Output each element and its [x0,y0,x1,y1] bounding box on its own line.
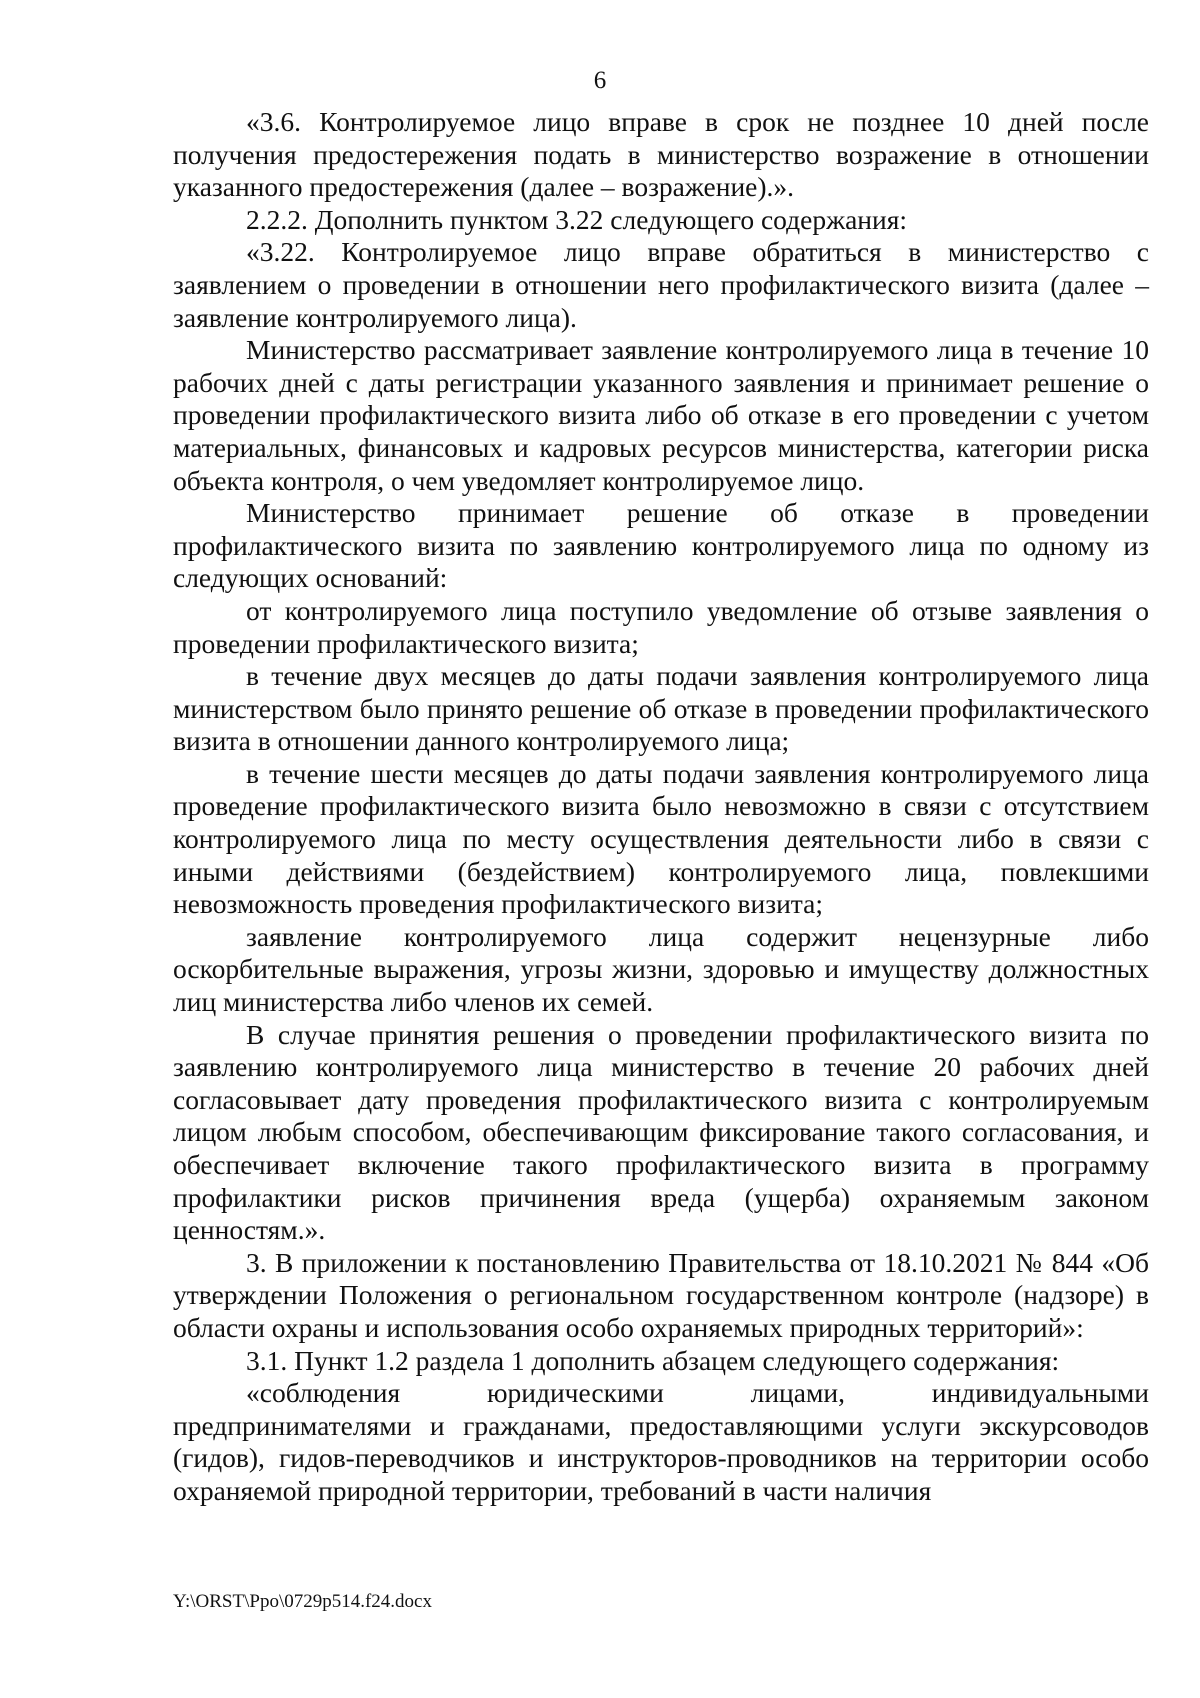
paragraph: 3.1. Пункт 1.2 раздела 1 дополнить абзацем следующего содержания: [246,1344,1060,1376]
paragraph: в течение шести месяцев до даты подачи заявления контролируемого лица проведение профилактического визита было невозможно в связи с отсутствием контролируемого лица по месту осуществления деятельности либо в связи с иными действиями (бездействием) контролируемого лица, повлекшими невозможность проведения профилактического визита; [173,757,1149,920]
paragraph: «соблюдения юридическими лицами, индивидуальными предпринимателями и гражданами, предоставляющими услуги экскурсоводов (гидов), гидов-переводчиков и инструкторов-проводников на территории особо охраняемой природной территории, требований в части наличия [173,1377,1149,1506]
paragraph: 2.2.2. Дополнить пунктом 3.22 следующего содержания: [246,203,907,235]
paragraph: 3. В приложении к постановлению Правительства от 18.10.2021 № 844 «Об утверждении Положения о региональном государственном контроле (надзоре) в области охраны и использования особо охраняемых природных территорий»: [173,1246,1149,1343]
paragraph: «3.22. Контролируемое лицо вправе обратиться в министерство с заявлением о проведении в отношении него профилактического визита (далее – заявление контролируемого лица). [173,236,1149,333]
paragraph: «3.6. Контролируемое лицо вправе в срок не позднее 10 дней после получения предостережения подать в министерство возражение в отношении указанного предостережения (далее – возражение).». [173,106,1149,203]
paragraph: В случае принятия решения о проведении профилактического визита по заявлению контролируемого лица министерство в течение 20 рабочих дней согласовывает дату проведения профилактического визита с контролируемым лицом любым способом, обеспечивающим фиксирование такого согласования, и обеспечивает включение такого профилактического визита в программу профилактики рисков причинения вреда (ущерба) охраняемым законом ценностям.». [173,1018,1149,1246]
paragraph: заявление контролируемого лица содержит нецензурные либо оскорбительные выражения, угрозы жизни, здоровью и имуществу должностных лиц министерства либо членов их семей. [173,920,1149,1018]
document-body [173,106,1149,1508]
page-number: 6 [593,67,607,94]
footer-file-path: Y:\ORST\Ppo\0729p514.f24.docx [173,1591,432,1612]
paragraph: Министерство принимает решение об отказе в проведении профилактического визита по заявлению контролируемого лица по одному из следующих оснований: [173,497,1149,594]
paragraph: от контролируемого лица поступило уведомление об отзыве заявления о проведении профилактического визита; [173,594,1149,659]
paragraph: в течение двух месяцев до даты подачи заявления контролируемого лица министерством было принято решение об отказе в проведении профилактического визита в отношении данного контролируемого лица; [173,660,1149,757]
paragraph: Министерство рассматривает заявление контролируемого лица в течение 10 рабочих дней с даты регистрации указанного заявления и принимает решение о проведении профилактического визита либо об отказе в его проведении с учетом материальных, финансовых и кадровых ресурсов министерства, категории риска объекта контроля, о чем уведомляет контролируемое лицо. [173,334,1149,496]
